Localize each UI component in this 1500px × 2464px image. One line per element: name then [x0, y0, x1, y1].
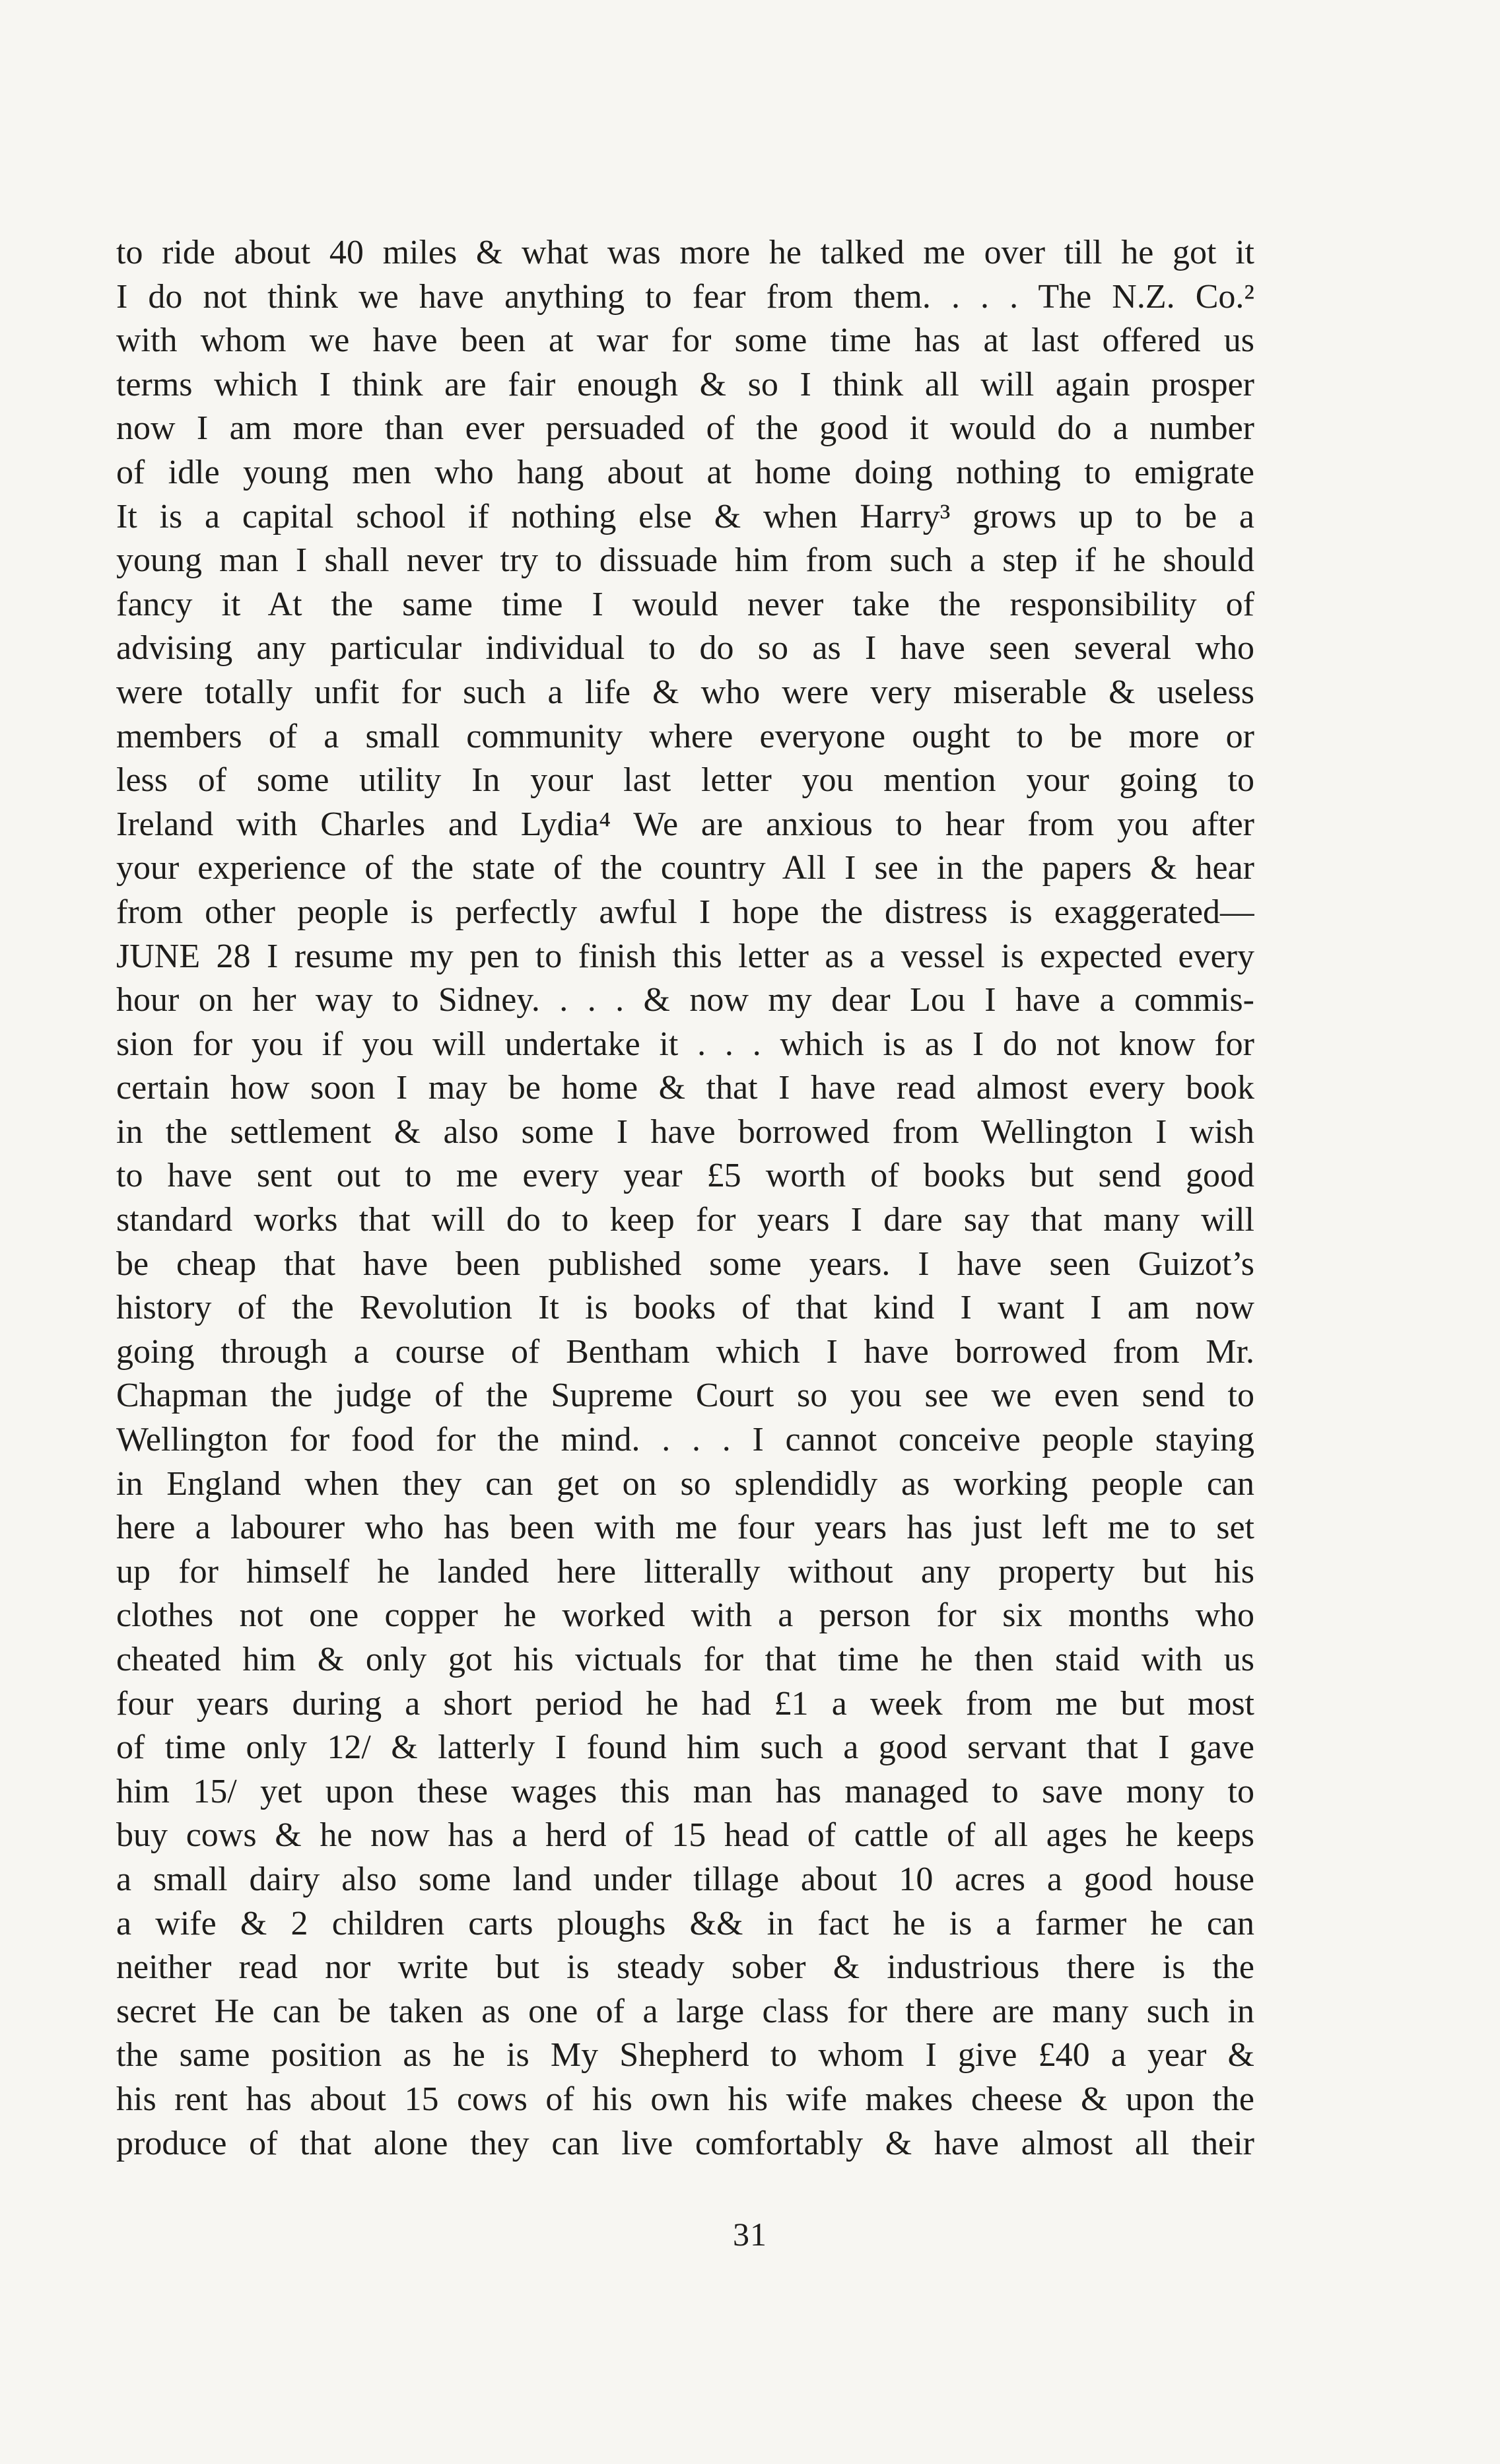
text-line: young man I shall never try to dissuade him from such a step if he should	[116, 541, 1254, 580]
text-line: hour on her way to Sidney. . . . & now my dear Lou I have a commis-	[116, 981, 1254, 1019]
text-line: neither read nor write but is steady sober & industrious there is the	[116, 1948, 1254, 1987]
text-line: history of the Revolution It is books of that kind I want I am now	[116, 1289, 1254, 1327]
text-line: in the settlement & also some I have borrowed from Wellington I wish	[116, 1112, 1254, 1151]
text-line: JUNE 28 I resume my pen to finish this letter as a vessel is expected every	[116, 937, 1254, 975]
text-line: members of a small community where everyone ought to be more or	[116, 717, 1254, 755]
text-line: less of some utility In your last letter you mention your going to	[116, 761, 1254, 800]
text-line: sion for you if you will undertake it . . . which is as I do not know for	[116, 1025, 1254, 1063]
text-line: your experience of the state of the country All I see in the papers & hear	[116, 849, 1254, 887]
text-line: were totally unfit for such a life & who were very miserable & useless	[116, 673, 1254, 711]
text-line: up for himself he landed here litterally without any property but his	[116, 1552, 1254, 1591]
text-line: going through a course of Bentham which I have borrowed from Mr.	[116, 1332, 1254, 1371]
text-line: to ride about 40 miles & what was more he talked me over till he got it	[116, 234, 1254, 271]
text-line: his rent has about 15 cows of his own his wife makes cheese & upon the	[116, 2080, 1254, 2118]
text-line: in England when they can get on so splendidly as working people can	[116, 1464, 1254, 1503]
text-line: him 15/ yet upon these wages this man has managed to save mony to	[116, 1772, 1254, 1810]
text-line: of idle young men who hang about at home doing nothing to emigrate	[116, 453, 1254, 491]
text-line: from other people is perfectly awful I hope the distress is exaggerated—	[116, 893, 1254, 931]
text-line: buy cows & he now has a herd of 15 head of cattle of all ages he keeps	[116, 1816, 1254, 1855]
text-line: clothes not one copper he worked with a person for six months who	[116, 1596, 1254, 1635]
text-line: with whom we have been at war for some time has at last offered us	[116, 322, 1254, 360]
text-line: of time only 12/ & latterly I found him such a good servant that I gave	[116, 1728, 1254, 1767]
text-line: four years during a short period he had £1 a week from me but most	[116, 1684, 1254, 1723]
text-line: a small dairy also some land under tillage about 10 acres a good house	[116, 1860, 1254, 1898]
text-line: secret He can be taken as one of a large class for there are many such in	[116, 1992, 1254, 2030]
text-line: cheated him & only got his victuals for that time he then staid with us	[116, 1641, 1254, 1678]
text-line: terms which I think are fair enough & so I think all will again prosper	[116, 365, 1254, 403]
text-line: fancy it At the same time I would never take the responsibility of	[116, 585, 1254, 623]
text-line: I do not think we have anything to fear from them. . . . The N.Z. Co.²	[116, 277, 1254, 316]
text-line: now I am more than ever persuaded of the good it would do a number	[116, 409, 1254, 448]
text-line: be cheap that have been published some years. I have seen Guizot’s	[116, 1245, 1254, 1283]
text-line: advising any particular individual to do so as I have seen several who	[116, 629, 1254, 667]
text-line: the same position as he is My Shepherd to whom I give £40 a year &	[116, 2036, 1254, 2074]
text-line: certain how soon I may be home & that I have read almost every book	[116, 1069, 1254, 1107]
text-line: to have sent out to me every year £5 worth of books but send good	[116, 1157, 1254, 1195]
page-number: 31	[733, 2216, 767, 2253]
text-line: a wife & 2 children carts ploughs && in fact he is a farmer he can	[116, 1904, 1254, 1942]
text-line: Chapman the judge of the Supreme Court so you see we even send to	[116, 1377, 1254, 1415]
text-line: standard works that will do to keep for years I dare say that many will	[116, 1201, 1254, 1239]
text-line: here a labourer who has been with me four years has just left me to set	[116, 1509, 1254, 1547]
text-line: It is a capital school if nothing else & when Harry³ grows up to be a	[116, 497, 1254, 535]
body-text	[116, 231, 1254, 2166]
text-line: Wellington for food for the mind. . . . I cannot conceive people staying	[116, 1421, 1254, 1459]
text-line: Ireland with Charles and Lydia⁴ We are anxious to hear from you after	[116, 805, 1254, 843]
text-line: produce of that alone they can live comfortably & have almost all their	[116, 2124, 1254, 2162]
